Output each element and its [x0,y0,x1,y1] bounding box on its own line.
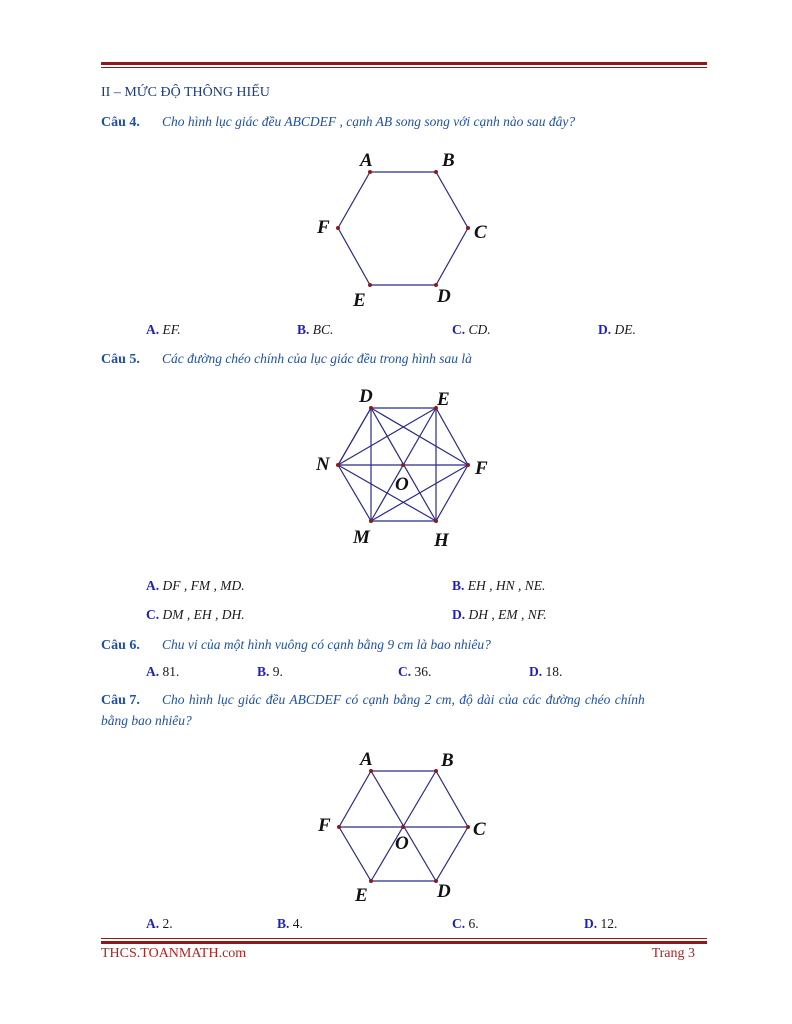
q6-option-b[interactable]: B. 9. [257,664,283,679]
footer-site[interactable]: THCS.TOANMATH.com [101,946,247,961]
question-7-label: Câu 7. [101,693,140,708]
vertex-label-f: F [317,217,330,238]
question-6-text: Chu vi của một hình vuông có cạnh bằng 9 cm là bao nhiêu? [162,637,491,652]
q4-option-a[interactable]: A. EF. [146,322,181,337]
figure-hexagon-q7 [300,740,500,910]
header-rule [101,62,707,68]
vertex-label-d: D [359,386,373,407]
q6-option-d[interactable]: D. 18. [529,664,563,679]
vertex-label-h: H [434,530,449,551]
question-4-label: Câu 4. [101,115,140,130]
q4-option-c[interactable]: C. CD. [452,322,491,337]
question-4-text: Cho hình lục giác đều ABCDEF , cạnh AB song song với cạnh nào sau đây? [162,114,576,129]
q6-option-c[interactable]: C. 36. [398,664,432,679]
q5-option-c[interactable]: C. DM , EH , DH. [146,607,245,622]
question-5-text: Các đường chéo chính của lục giác đều trong hình sau là [162,351,472,366]
vertex-points [336,170,470,287]
question-7-text-line2: bằng bao nhiêu? [101,713,192,728]
vertex-label-d: D [437,881,451,902]
vertex-label-e: E [437,389,450,410]
vertex-label-f: F [475,458,488,479]
vertex-label-a: A [360,150,373,171]
q5-option-d[interactable]: D. DH , EM , NF. [452,607,547,622]
question-7-text-line1: Cho hình lục giác đều ABCDEF có cạnh bằng 2 cm, độ dài của các đường chéo chính [162,692,645,707]
footer-rule [101,938,707,944]
vertex-label-b: B [442,150,455,171]
vertex-label-m: M [353,527,370,548]
q7-option-d[interactable]: D. 12. [584,916,618,931]
figure-hexagon-q4 [300,140,500,315]
q4-option-b[interactable]: B. BC. [297,322,334,337]
vertex-label-b: B [441,750,454,771]
vertex-label-d: D [437,286,451,307]
q5-option-b[interactable]: B. EH , HN , NE. [452,578,546,593]
q7-option-b[interactable]: B. 4. [277,916,303,931]
question-5-label: Câu 5. [101,352,140,367]
hexagon-abcdef [338,172,468,285]
vertex-points [337,769,470,883]
q7-option-c[interactable]: C. 6. [452,916,479,931]
q4-option-d[interactable]: D. DE. [598,322,636,337]
vertex-label-e: E [355,885,368,906]
figure-hexagon-q5 [300,380,500,555]
vertex-label-c: C [473,819,486,840]
center-label-o: O [395,833,409,854]
vertex-label-e: E [353,290,366,311]
q5-option-a[interactable]: A. DF , FM , MD. [146,578,245,593]
q7-option-a[interactable]: A. 2. [146,916,173,931]
q6-option-a[interactable]: A. 81. [146,664,180,679]
center-label-o: O [395,474,409,495]
vertex-label-n: N [316,454,330,475]
section-title: II – MỨC ĐỘ THÔNG HIỂU [101,85,270,100]
vertex-label-f: F [318,815,331,836]
vertex-label-c: C [474,222,487,243]
footer-page-number: Trang 3 [651,946,695,961]
question-6-label: Câu 6. [101,638,140,653]
vertex-label-a: A [360,749,373,770]
